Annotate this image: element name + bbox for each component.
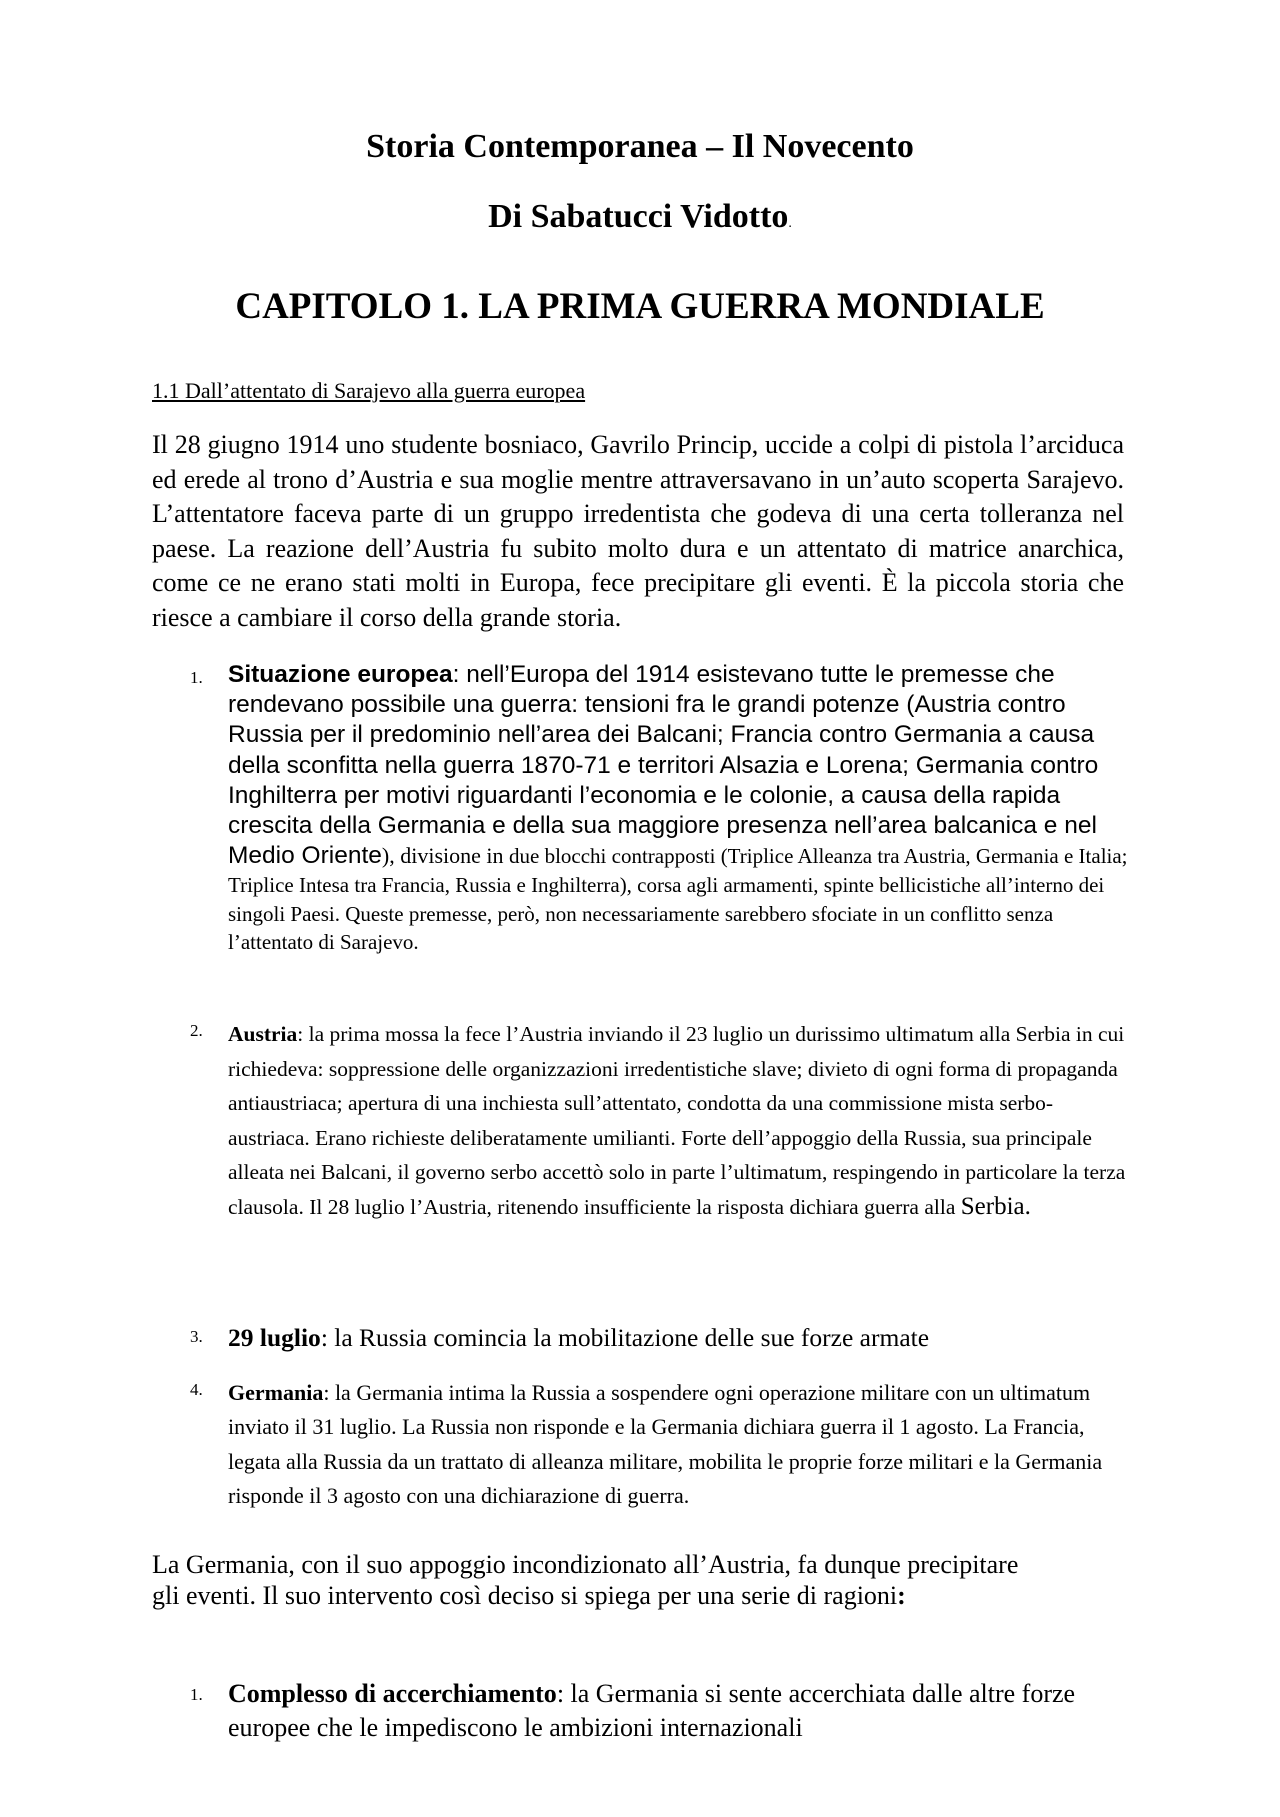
list-item-body: : la prima mossa la fece l’Austria inviando il 23 luglio un durissimo ultimatum alla Serbia in cui richiedeva: soppressione delle organizzazioni irredentistiche slave; divieto di ogni forma di propaganda antiaustriaca; apertura di una inchiesta sull’attentato, condotta da una commissione mista serbo-austriaca. Erano richieste deliberatamente umilianti. Forte dell’appoggio della Russia, sua principale alleata nei Balcani, il governo serbo accettò solo in parte l’ultimatum, respingendo in particolare la terza clausola. Il 28 luglio l’Austria, ritenendo insufficiente la risposta dichiara guerra alla (228, 1022, 1126, 1219)
list-item-number: 1. (190, 668, 203, 687)
title-line1: Storia Contemporanea – Il Novecento (366, 128, 914, 165)
chapter-title: CAPITOLO 1. LA PRIMA GUERRA MONDIALE (235, 286, 1045, 327)
list-item-number: 1. (190, 1685, 203, 1704)
list-item-text (228, 1017, 1128, 1225)
intro-paragraph: Il 28 giugno 1914 uno studente bosniaco, Gavrilo Princip, uccide a colpi di pistola l’arciduca ed erede al trono d’Austria e sua moglie mentre attraversavano in un’auto scoperta Sarajevo. L’attentatore faceva parte di un gruppo irredentista che godeva di una certa tolleranza nel paese. La reazione dell’Austria fu subito molto dura e un attentato di matrice anarchica, come ce ne erano stati molti in Europa, fece precipitare gli eventi. È la piccola storia che riesce a cambiare il corso della grande storia. (152, 430, 1124, 632)
list-item (152, 1320, 1128, 1356)
section-heading: 1.1 Dall’attentato di Sarajevo alla guerra europea (152, 378, 586, 403)
list-item-number: 3. (190, 1327, 203, 1346)
list-item-body-b: ), divisione in (381, 843, 509, 869)
closing-paragraph (152, 1549, 1052, 1611)
list-item-term: Complesso di accerchiamento (228, 1679, 557, 1708)
list-item-body-c: due blocchi contrapposti (Triplice Alleanza tra Austria, Germania e Italia; Triplice Intesa tra Francia, Russia e Inghilterra), corsa agli armamenti, spinte bellicistiche all’interno dei singoli Paesi. Queste premesse, però, non necessariamente sarebbero sfociate in un conflitto senza l’attentato di Sarajevo. (228, 844, 1128, 954)
list-item (152, 1017, 1128, 1225)
list-item-body: : la Germania intima la Russia a sospendere ogni operazione militare con un ultimatum inviato il 31 luglio. La Russia non risponde e la Germania dichiara guerra il 1 agosto. La Francia, legata alla Russia da un trattato di alleanza militare, mobilita le proprie forze militari e la Germania risponde il 3 agosto con una dichiarazione di guerra. (228, 1380, 1103, 1509)
list-item-number: 4. (190, 1380, 203, 1399)
list-item-term: Situazione europea (228, 661, 453, 688)
closing-colon: : (897, 1581, 906, 1610)
document-title (152, 124, 1128, 170)
list-item-body: : la Russia comincia la mobilitazione delle sue forze armate (320, 1323, 930, 1352)
list-item-text (228, 1376, 1128, 1514)
list-item-term: Germania (228, 1380, 324, 1405)
list-item-text (228, 660, 1128, 956)
list-item (152, 660, 1128, 956)
list-item (152, 1376, 1128, 1514)
title-line2-suffix: . (788, 216, 792, 231)
list-item-body: : la Germania si sente accerchiata dalle altre forze europee che le impediscono le ambizioni internazionali (228, 1679, 1076, 1742)
list-item-term: Austria (228, 1022, 298, 1046)
list-item-body: : nell’Europa del 1914 esistevano tutte le premesse che rendevano possibile una guerra: tensioni fra le grandi potenze (Austria contro Russia per il predominio nell’area dei Balcani; Francia contro Germania a causa della sconfitta nella guerra 1870-71 e territori Alsazia e Lorena; Germania contro Inghilterra per motivi riguardanti l’economia e le colonie, a causa della rapida crescita della Germania e della sua maggiore presenza nell’area balcanica e nel Medio Oriente (228, 661, 1099, 870)
list-item-body-tail: Serbia. (960, 1192, 1031, 1220)
list-item (152, 1677, 1128, 1745)
list-item-text (228, 1677, 1128, 1745)
list-item-number: 2. (190, 1021, 203, 1040)
document-subtitle (152, 194, 1128, 247)
list-item-text (228, 1320, 1128, 1356)
closing-text: La Germania, con il suo appoggio incondizionato all’Austria, fa dunque precipitare gli eventi. Il suo intervento così deciso si spiega per una serie di ragioni (152, 1550, 1019, 1610)
list-item-term: 29 luglio (228, 1323, 321, 1352)
title-line2: Di Sabatucci Vidotto (488, 198, 789, 235)
